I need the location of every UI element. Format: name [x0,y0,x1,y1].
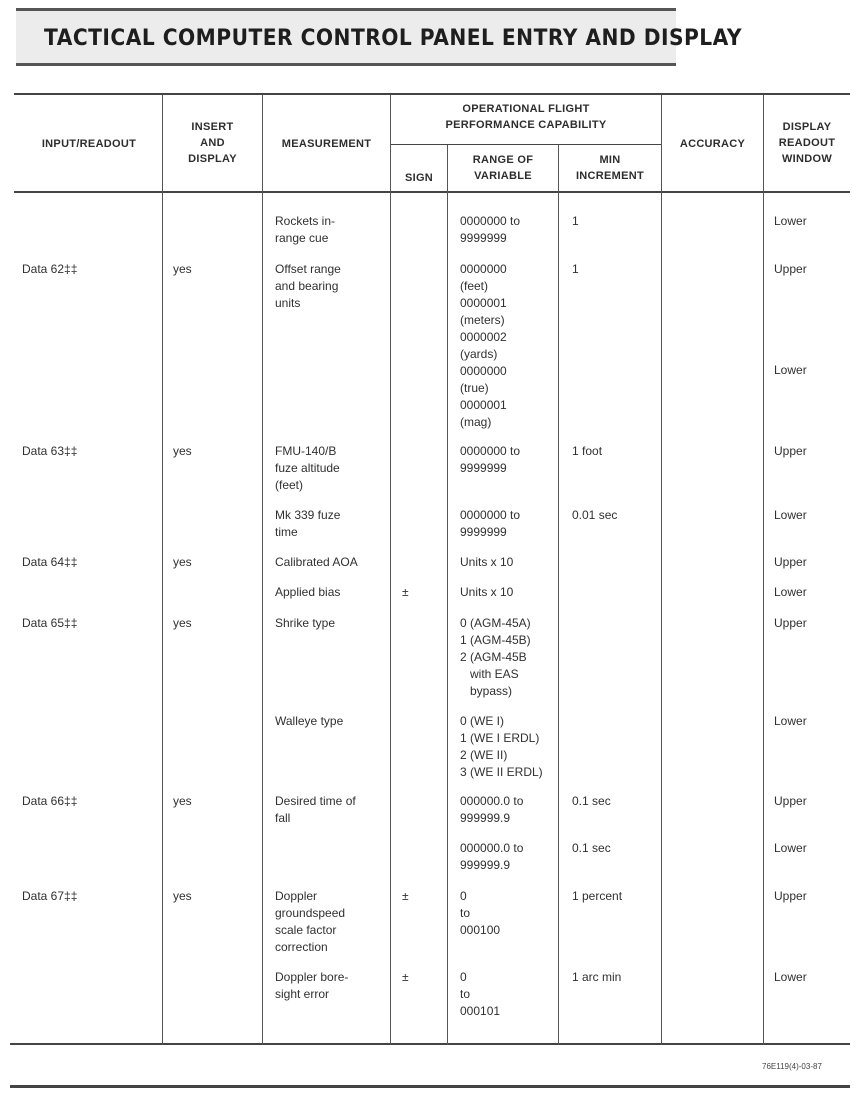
header-input-readout: INPUT/READOUT [41,138,137,150]
range-cell: 000000.0 to 999999.9 [460,841,524,872]
min-increment-cell: 1 foot [572,444,603,458]
min-increment-cell: 1 [572,214,579,228]
window-cell: Lower [774,214,807,228]
input-cell: Data 62‡‡ [22,262,78,276]
column-divider [262,95,263,1045]
measurement-cell: Mk 339 fuze time [275,508,341,539]
range-cell: 0 to 000101 [460,970,501,1018]
input-cell: Data 67‡‡ [22,889,78,903]
input-cell: Data 65‡‡ [22,616,78,630]
measurement-cell: Desired time of fall [275,794,356,825]
header-min-increment: MIN INCREMENT [575,154,645,182]
window-cell: Lower [774,970,807,984]
insert-cell: yes [173,616,192,630]
table-bottom-rule [10,1043,850,1045]
measurement-cell: Shrike type [275,616,336,630]
window-cell: Lower [774,585,807,599]
window-cell: Lower [774,363,807,377]
column-divider [390,95,391,1045]
input-cell: Data 64‡‡ [22,555,78,569]
operational-header-rule [391,144,661,145]
measurement-cell: Walleye type [275,714,344,728]
measurement-cell: Doppler bore- sight error [275,970,349,1001]
header-range: RANGE OF VARIABLE [472,154,534,182]
sign-cell: ± [402,585,409,599]
window-cell: Upper [774,444,807,458]
table-top-rule [14,93,850,95]
range-cell: 0000000 to 9999999 [460,214,521,245]
min-increment-cell: 0.1 sec [572,841,611,855]
figure-code: 76E119(4)-03-87 [762,1062,822,1071]
column-divider [447,145,448,1045]
page-title: TACTICAL COMPUTER CONTROL PANEL ENTRY AND DISPLAY [44,26,742,51]
range-cell: Units x 10 [460,555,514,569]
column-divider [661,95,662,1045]
min-increment-cell: 0.1 sec [572,794,611,808]
window-cell: Upper [774,262,807,276]
min-increment-cell: 0.01 sec [572,508,618,522]
input-cell: Data 66‡‡ [22,794,78,808]
measurement-cell: Offset range and bearing units [275,262,341,310]
column-divider [162,95,163,1045]
measurement-cell: Calibrated AOA [275,555,358,569]
header-accuracy: ACCURACY [679,138,746,150]
min-increment-cell: 1 percent [572,889,623,903]
input-cell: Data 63‡‡ [22,444,78,458]
column-divider [558,145,559,1045]
sign-cell: ± [402,970,409,984]
range-cell: 0 (WE I) 1 (WE I ERDL) 2 (WE II) 3 (WE II ERDL) [460,714,543,779]
measurement-cell: Doppler groundspeed scale factor correction [275,889,346,954]
min-increment-cell: 1 arc min [572,970,622,984]
window-cell: Upper [774,616,807,630]
column-divider [763,95,764,1045]
window-cell: Upper [774,555,807,569]
insert-cell: yes [173,889,192,903]
header-operational: OPERATIONAL FLIGHT PERFORMANCE CAPABILITY [445,103,607,131]
window-cell: Lower [774,714,807,728]
title-banner [16,8,742,66]
range-cell: 0000000 (feet) 0000001 (meters) 0000002 (yards) 0000000 (true) 0000001 (mag) [460,262,507,429]
sign-cell: ± [402,889,409,903]
range-cell: 0000000 to 9999999 [460,508,521,539]
header-sign: SIGN [404,172,434,184]
range-cell: 0000000 to 9999999 [460,444,521,475]
window-cell: Upper [774,889,807,903]
header-insert-display: INSERT AND DISPLAY [188,121,237,165]
window-cell: Lower [774,841,807,855]
measurement-cell: Rockets in- range cue [275,214,336,245]
page-bottom-rule [10,1085,850,1088]
insert-cell: yes [173,262,192,276]
insert-cell: yes [173,794,192,808]
insert-cell: yes [173,444,192,458]
range-cell: Units x 10 [460,585,514,599]
range-cell: 0 (AGM-45A) 1 (AGM-45B) 2 (AGM-45B with EAS bypass) [460,616,531,698]
measurement-cell: FMU-140/B fuze altitude (feet) [275,444,340,492]
window-cell: Lower [774,508,807,522]
header-display-window: DISPLAY READOUT WINDOW [778,121,836,165]
header-measurement: MEASUREMENT [281,138,372,150]
insert-cell: yes [173,555,192,569]
range-cell: 0 to 000100 [460,889,501,937]
window-cell: Upper [774,794,807,808]
range-cell: 000000.0 to 999999.9 [460,794,524,825]
measurement-cell: Applied bias [275,585,341,599]
header-bottom-rule [14,191,850,193]
min-increment-cell: 1 [572,262,579,276]
